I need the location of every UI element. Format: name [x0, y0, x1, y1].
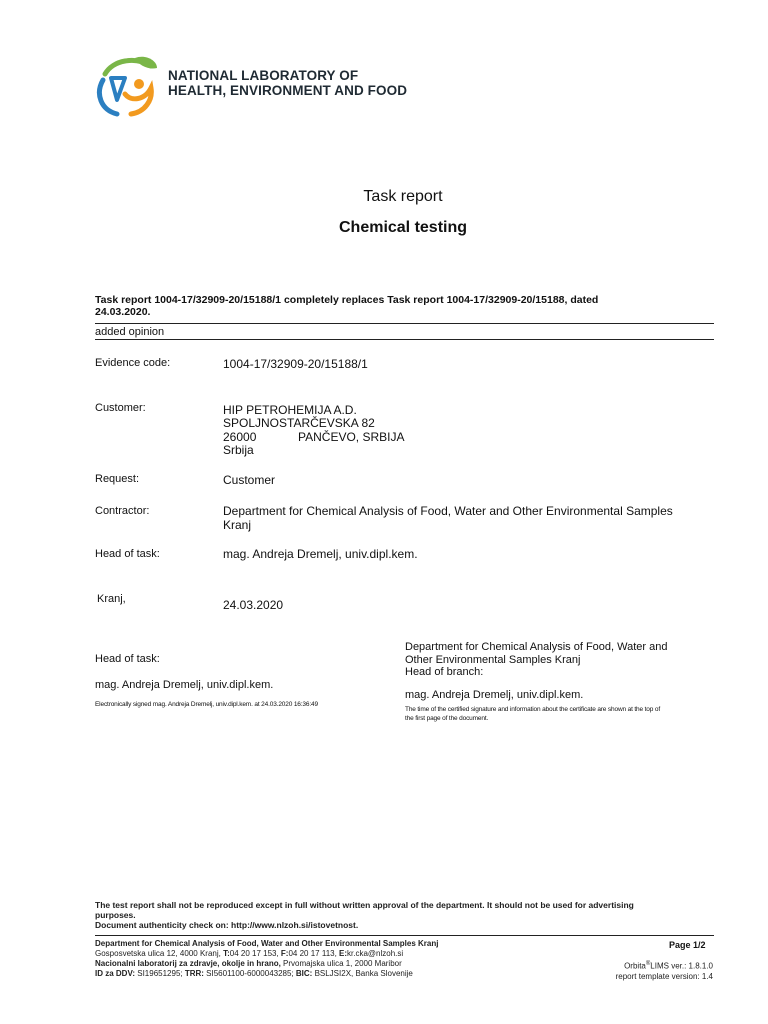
- footer-lab-address: Prvomajska ulica 1, 2000 Maribor: [283, 959, 402, 968]
- place: Kranj,: [97, 593, 126, 605]
- date: 24.03.2020: [223, 598, 284, 612]
- org-line-2: HEALTH, ENVIRONMENT AND FOOD: [168, 83, 408, 98]
- footer-disclaimer: [95, 900, 685, 930]
- version-info: [616, 959, 713, 982]
- template-version: report template version: 1.4: [615, 971, 713, 981]
- sig-left-role: Head of task:: [95, 653, 160, 665]
- evidence-code-value: 1004-17/32909-20/15188/1: [223, 357, 368, 371]
- sig-right-dept-2: Other Environmental Samples Kranj: [405, 654, 581, 666]
- sig-left-name: mag. Andreja Dremelj, univ.dipl.kem.: [95, 679, 274, 691]
- customer-label: Customer:: [95, 402, 146, 414]
- footer-address: Gosposvetska ulica 12, 4000 Kranj,: [95, 949, 224, 958]
- authenticity-link[interactable]: Document authenticity check on: http://www.nlzoh.si/istovetnost.: [95, 920, 359, 930]
- footer-f-label: F:: [280, 949, 289, 958]
- footer-contact: [95, 939, 438, 979]
- disclaimer-line-1: The test report shall not be reproduced except in full without written approval of the department. It should not be used for advertising: [95, 900, 634, 910]
- footer-t-label: T:: [223, 949, 230, 958]
- organization-name: [168, 68, 407, 98]
- org-line-1: NATIONAL LABORATORY OF: [168, 68, 359, 83]
- footer-trr-label: TRR:: [184, 969, 207, 978]
- version-sup: ®: [645, 961, 651, 967]
- sig-left-esign: Electronically signed mag. Andreja Dremelj, univ.dipl.kem. at 24.03.2020 16:36:49: [95, 701, 318, 708]
- nlzoh-logo-icon: [95, 54, 159, 118]
- head-of-task-value: mag. Andreja Dremelj, univ.dipl.kem.: [223, 547, 418, 561]
- footer-id-value: SI19651295;: [137, 969, 185, 978]
- head-of-task-label: Head of task:: [95, 548, 160, 560]
- report-subtitle: Chemical testing: [338, 219, 468, 236]
- footer-dept: Department for Chemical Analysis of Food, Water and Other Environmental Samples Kranj: [95, 939, 439, 948]
- version-prefix: Orbita: [624, 961, 646, 971]
- contractor-line-2: Kranj: [223, 518, 252, 532]
- customer-postcode: 26000: [223, 430, 257, 444]
- contractor-line-1: Department for Chemical Analysis of Food, Water and Other Environmental Samples: [223, 504, 673, 518]
- footer-divider: [95, 935, 714, 936]
- footer-e-value[interactable]: kr.cka@nlzoh.si: [347, 949, 404, 958]
- customer-country: Srbija: [223, 443, 254, 457]
- footer-lab-name: Nacionalni laboratorij za zdravje, okolje in hrano,: [95, 959, 284, 968]
- sig-right-name: mag. Andreja Dremelj, univ.dipl.kem.: [405, 689, 584, 701]
- version-rest: LIMS ver.: 1.8.1.0: [650, 961, 713, 971]
- customer-street: SPOLJNOSTARČEVSKA 82: [223, 416, 375, 430]
- evidence-code-label: Evidence code:: [95, 357, 171, 369]
- footer-bic-label: BIC:: [295, 969, 315, 978]
- sig-right-role: Head of branch:: [405, 666, 484, 678]
- footer-t-value: 04 20 17 153,: [229, 949, 281, 958]
- footer-f-value: 04 20 17 113,: [288, 949, 340, 958]
- request-label: Request:: [95, 473, 140, 485]
- footer-trr-value: SI5601100-6000043285;: [206, 969, 296, 978]
- request-value: Customer: [223, 473, 276, 487]
- divider-bottom: [95, 339, 714, 340]
- added-note: added opinion: [95, 326, 165, 338]
- footer-id-label: ID za DDV:: [95, 969, 138, 978]
- footer-bic-value: BSLJSI2X, Banka Slovenije: [314, 969, 413, 978]
- disclaimer-line-2: purposes.: [95, 910, 136, 920]
- sig-right-note-1: The time of the certified signature and information about the certificate are shown at the top of: [405, 706, 660, 713]
- contractor-label: Contractor:: [95, 505, 150, 517]
- sig-right-dept-1: Department for Chemical Analysis of Food, Water and: [405, 641, 668, 653]
- footer-e-label: E:: [339, 949, 348, 958]
- divider-top: [95, 323, 714, 324]
- customer-city: PANČEVO, SRBIJA: [298, 430, 405, 444]
- replacement-notice: Task report 1004-17/32909-20/15188/1 completely replaces Task report 1004-17/32909-20/15188, dated 24.03.2020.: [95, 294, 599, 318]
- report-title: Task report: [363, 188, 443, 205]
- page-number: Page 1/2: [669, 940, 706, 950]
- customer-name: HIP PETROHEMIJA A.D.: [223, 403, 357, 417]
- sig-right-note-2: the first page of the document.: [405, 715, 489, 722]
